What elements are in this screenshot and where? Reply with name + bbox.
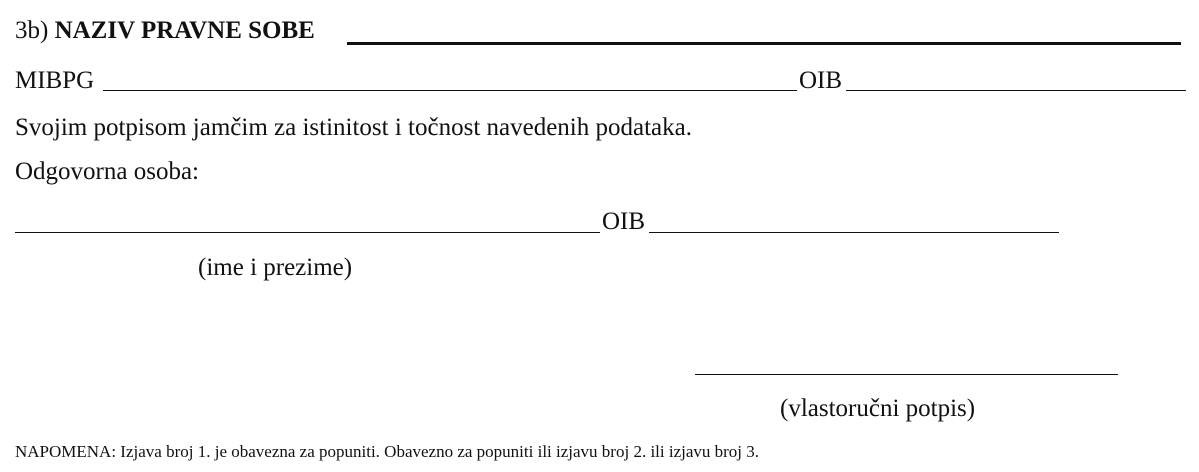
oib-field[interactable] <box>846 90 1186 91</box>
note-text: NAPOMENA: Izjava broj 1. je obavezna za popuniti. Obavezno za popuniti ili izjavu broj 2. ili izjavu broj 3. <box>15 442 760 461</box>
name-field[interactable] <box>15 232 600 233</box>
signature-caption: (vlastoručni potpis) <box>780 395 976 422</box>
mibpg-label: MIBPG <box>15 67 95 94</box>
oib-label: OIB <box>799 67 843 94</box>
person-oib-label: OIB <box>602 208 646 235</box>
name-caption: (ime i prezime) <box>198 254 353 281</box>
responsible-person-label: Odgovorna osoba: <box>15 158 199 185</box>
signature-field[interactable] <box>695 374 1118 375</box>
section-number: 3b) <box>15 17 49 44</box>
section-heading <box>15 16 315 46</box>
section-title: NAZIV PRAVNE SOBE <box>54 17 315 44</box>
legal-entity-name-field[interactable] <box>347 42 1181 45</box>
person-oib-field[interactable] <box>649 232 1059 233</box>
mibpg-field[interactable] <box>103 90 797 91</box>
statement-text: Svojim potpisom jamčim za istinitost i točnost navedenih podataka. <box>15 114 692 141</box>
